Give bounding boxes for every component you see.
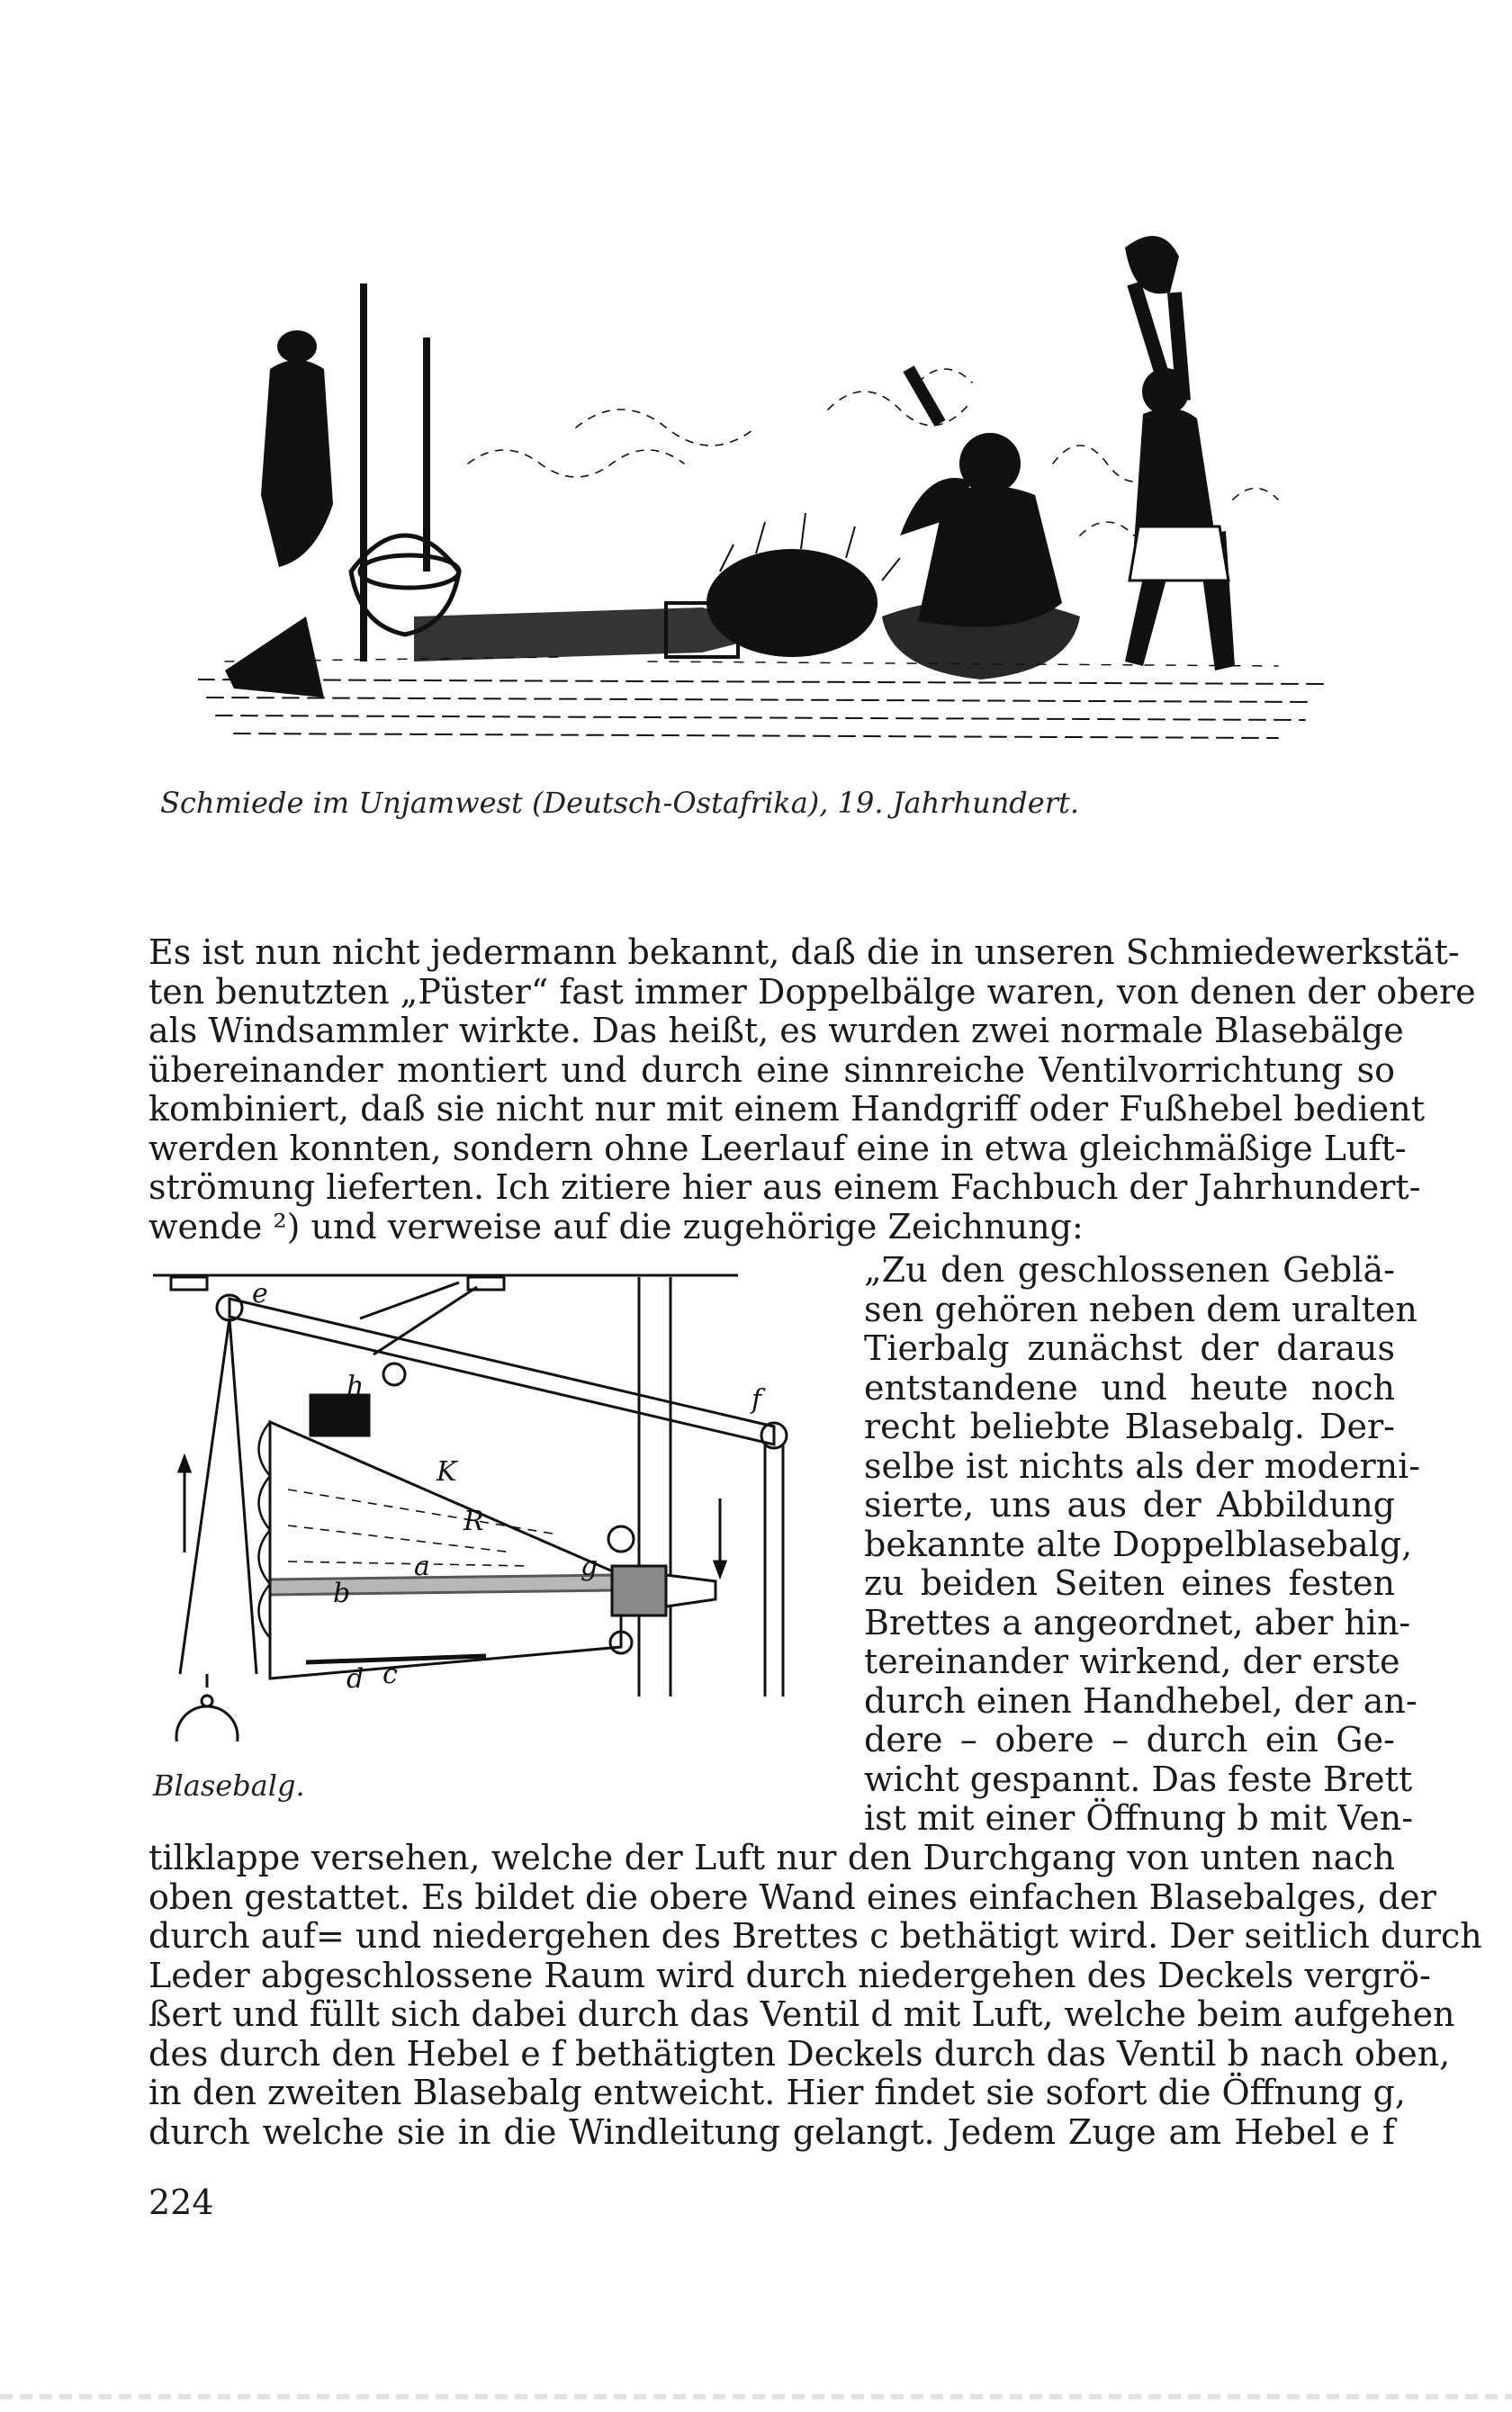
text-line: strömung lieferten. Ich zitiere hier aus einem Fachbuch der Jahrhundert- (148, 1167, 1421, 1207)
text-line: recht beliebte Blasebalg. Der- (864, 1407, 1395, 1446)
text-line: selbe ist nichts als der moderni- (864, 1445, 1421, 1486)
smithy-engraving (198, 194, 1332, 752)
paragraph-intro (148, 932, 1476, 1246)
label-g: g (580, 1551, 598, 1582)
figure-caption-bellows: Blasebalg. (153, 1768, 305, 1803)
label-f: f (752, 1384, 762, 1416)
text-line: durch auf= und niedergehen des Brettes c bethätigt wird. Der seitlich durch (148, 1916, 1482, 1956)
text-line: Es ist nun nicht jedermann bekannt, daß die in unseren Schmiedewerkstät- (148, 932, 1460, 972)
quote-column (864, 1250, 1421, 1839)
text-line: tilklappe versehen, welche der Luft nur den Durchgang von unten nach (148, 1838, 1395, 1877)
text-line: „Zu den geschlossenen Geblä- (864, 1250, 1395, 1290)
text-line: ist mit einer Öffnung b mit Ven- (864, 1798, 1414, 1838)
text-line: oben gestattet. Es bildet die obere Wand eines einfachen Blasebalges, der (148, 1876, 1436, 1917)
label-e: e (252, 1278, 268, 1310)
text-line: ßert und füllt sich dabei durch das Ventil d mit Luft, welche beim aufgehen (148, 1994, 1455, 2034)
text-line: übereinander montiert und durch eine sinnreiche Ventilvorrichtung so (148, 1049, 1395, 1090)
text-line: sen gehören neben dem uralten (864, 1289, 1418, 1329)
text-line: zu beiden Seiten eines festen (864, 1563, 1395, 1603)
text-line: ten benutzten „Püster“ fast immer Doppelbälge waren, von denen der obere (148, 971, 1476, 1012)
text-line: Tierbalg zunächst der daraus (864, 1328, 1395, 1368)
text-line: Brettes a angeordnet, aber hin- (864, 1602, 1411, 1642)
bellows-diagram (153, 1264, 810, 1742)
text-line: Leder abgeschlossene Raum wird durch niedergehen des Deckels vergrö- (148, 1955, 1431, 1995)
text-line: tereinander wirkend, der erste (864, 1642, 1400, 1681)
text-line: des durch den Hebel e f bethätigten Deckels durch das Ventil b nach oben, (148, 2033, 1451, 2074)
label-R: R (464, 1506, 484, 1537)
text-line: wende ²) und verweise auf die zugehörige Zeichnung: (148, 1206, 1084, 1246)
text-line: werden konnten, sondern ohne Leerlauf eine in etwa gleichmäßige Luft- (148, 1128, 1407, 1168)
page-number: 224 (148, 2182, 214, 2222)
page-edge-artifact (0, 2394, 1512, 2399)
label-d: d (346, 1663, 364, 1695)
label-c: c (382, 1659, 398, 1690)
label-a: a (414, 1551, 430, 1582)
label-h: h (346, 1371, 364, 1402)
text-line: dere – obere – durch ein Ge- (864, 1720, 1395, 1760)
text-line: als Windsammler wirkte. Das heißt, es wurden zwei normale Blasebälge (148, 1011, 1404, 1050)
text-line: sierte, uns aus der Abbildung (864, 1485, 1395, 1525)
text-line: durch welche sie in die Windleitung gelangt. Jedem Zuge am Hebel e f (148, 2111, 1395, 2152)
text-line: bekannte alte Doppelblasebalg, (864, 1524, 1413, 1564)
label-K: K (436, 1456, 457, 1488)
text-line: kombiniert, daß sie nicht nur mit einem Handgriff oder Fußhebel bedient (148, 1089, 1425, 1129)
figure-caption-smithy: Schmiede im Unjamwest (Deutsch-Ostafrika), 19. Jahrhundert. (160, 786, 1080, 820)
text-line: in den zweiten Blasebalg entweicht. Hier findet sie sofort die Öffnung g, (148, 2073, 1406, 2112)
text-line: durch einen Handhebel, der an- (864, 1680, 1418, 1721)
text-line: entstandene und heute noch (864, 1367, 1395, 1408)
label-b: b (333, 1578, 351, 1609)
paragraph-continuation (148, 1838, 1482, 2152)
text-line: wicht gespannt. Das feste Brett (864, 1759, 1413, 1799)
